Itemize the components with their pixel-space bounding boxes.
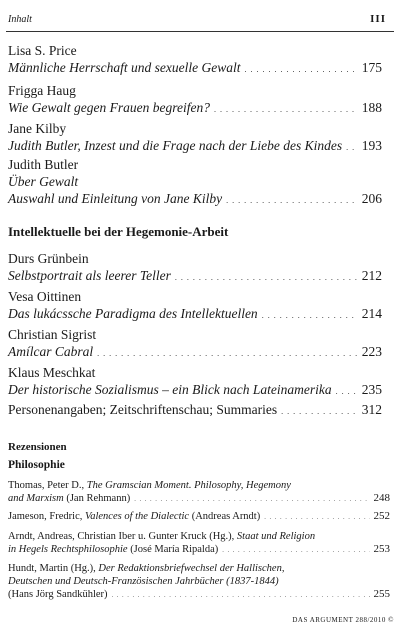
entry-page: 193 bbox=[361, 138, 382, 153]
leader-dots bbox=[97, 343, 358, 362]
entry-page: 212 bbox=[361, 268, 382, 283]
reviewer: (Jan Rehmann) bbox=[63, 493, 131, 504]
entry-title: Männliche Herrschaft und sexuelle Gewalt bbox=[8, 60, 241, 75]
header-rule bbox=[6, 31, 394, 32]
review-page: 248 bbox=[373, 492, 390, 504]
toc-entry[interactable] bbox=[8, 288, 382, 324]
running-header: Inhalt bbox=[8, 14, 32, 25]
entry-title: Der historische Sozialismus – ein Blick nach Lateinamerika bbox=[8, 382, 332, 397]
reviewer: (José María Ripalda) bbox=[127, 544, 219, 555]
leader-dots bbox=[175, 267, 358, 286]
entry-title: Amílcar Cabral bbox=[8, 344, 94, 359]
entry-author: Durs Grünbein bbox=[8, 251, 89, 266]
entry-author: Klaus Meschkat bbox=[8, 365, 96, 380]
leader-dots bbox=[244, 59, 357, 78]
leader-dots bbox=[262, 305, 358, 324]
review-book-title: Der Redaktionsbriefwechsel der Hallischen, bbox=[98, 563, 285, 574]
entry-page: 235 bbox=[361, 382, 382, 397]
review-book-title-cont: Deutschen und Deutsch-Französischen Jahrbücher (1837-1844) bbox=[8, 576, 279, 587]
reviewer: (Andreas Arndt) bbox=[189, 511, 261, 522]
toc-entry[interactable] bbox=[8, 82, 382, 118]
review-entry[interactable] bbox=[8, 562, 390, 602]
reviewer: (Hans Jörg Sandkühler) bbox=[8, 589, 108, 600]
leader-dots bbox=[214, 99, 358, 118]
toc-entry[interactable] bbox=[8, 250, 382, 286]
toc-entry[interactable] bbox=[8, 401, 382, 420]
entry-page: 312 bbox=[361, 402, 382, 417]
entry-author: Lisa S. Price bbox=[8, 43, 77, 58]
entry-page: 175 bbox=[361, 60, 382, 75]
review-page: 253 bbox=[373, 543, 390, 555]
toc-entry[interactable] bbox=[8, 364, 382, 400]
entry-title: Das lukácssche Paradigma des Intellektuellen bbox=[8, 306, 258, 321]
toc-entry[interactable] bbox=[8, 156, 382, 209]
entry-page: 214 bbox=[361, 306, 382, 321]
entry-page: 223 bbox=[361, 344, 382, 359]
section-heading: Intellektuelle bei der Hegemonie-Arbeit bbox=[8, 224, 229, 239]
entry-subtitle: Auswahl und Einleitung von Jane Kilby bbox=[8, 191, 223, 206]
leader-dots bbox=[222, 543, 369, 557]
entry-page: 188 bbox=[361, 100, 382, 115]
review-author: Arndt, Andreas, Christian Iber u. Gunter Kruck (Hg.), bbox=[8, 531, 237, 542]
toc-entry[interactable] bbox=[8, 326, 382, 362]
entry-author: Christian Sigrist bbox=[8, 327, 97, 342]
entry-author: Jane Kilby bbox=[8, 121, 67, 136]
reviews-heading: Rezensionen bbox=[8, 441, 67, 453]
leader-dots bbox=[281, 401, 358, 420]
leader-dots bbox=[226, 190, 358, 209]
leader-dots bbox=[112, 588, 370, 602]
leader-dots bbox=[134, 492, 369, 506]
entry-author: Frigga Haug bbox=[8, 83, 76, 98]
review-book-title: The Gramscian Moment. Philosophy, Hegemony bbox=[86, 480, 291, 491]
review-author: Jameson, Fredric, bbox=[8, 511, 85, 522]
review-page: 255 bbox=[373, 588, 390, 600]
review-book-title: Valences of the Dialectic bbox=[84, 511, 190, 522]
entry-author: Judith Butler bbox=[8, 157, 79, 172]
page-number-roman: III bbox=[370, 13, 386, 25]
review-book-title: Staat und Religion bbox=[236, 531, 316, 542]
entry-title: Personenangaben; Zeitschriftenschau; Summaries bbox=[8, 402, 278, 417]
entry-page: 206 bbox=[361, 191, 382, 206]
review-entry[interactable] bbox=[8, 510, 390, 524]
entry-title: Wie Gewalt gegen Frauen begreifen? bbox=[8, 100, 210, 115]
reviews-subheading: Philosophie bbox=[8, 459, 65, 471]
review-author: Hundt, Martin (Hg.), bbox=[8, 563, 99, 574]
leader-dots bbox=[336, 381, 358, 400]
footer-imprint: DAS ARGUMENT 288/2010 © bbox=[292, 616, 394, 624]
entry-title: Über Gewalt bbox=[8, 174, 79, 189]
review-entry[interactable] bbox=[8, 530, 390, 557]
review-entry[interactable] bbox=[8, 479, 390, 506]
entry-title: Selbstportrait als leerer Teller bbox=[8, 268, 171, 283]
review-book-title-cont: in Hegels Rechtsphilosophie bbox=[8, 544, 128, 555]
entry-author: Vesa Oittinen bbox=[8, 289, 82, 304]
review-page: 252 bbox=[373, 510, 390, 522]
leader-dots bbox=[346, 137, 358, 156]
toc-entry[interactable] bbox=[8, 120, 382, 156]
toc-entry[interactable] bbox=[8, 42, 382, 78]
review-author: Thomas, Peter D., bbox=[8, 480, 87, 491]
entry-title: Judith Butler, Inzest und die Frage nach der Liebe des Kindes bbox=[8, 138, 343, 153]
leader-dots bbox=[264, 510, 369, 524]
review-book-title-cont: and Marxism bbox=[8, 493, 64, 504]
